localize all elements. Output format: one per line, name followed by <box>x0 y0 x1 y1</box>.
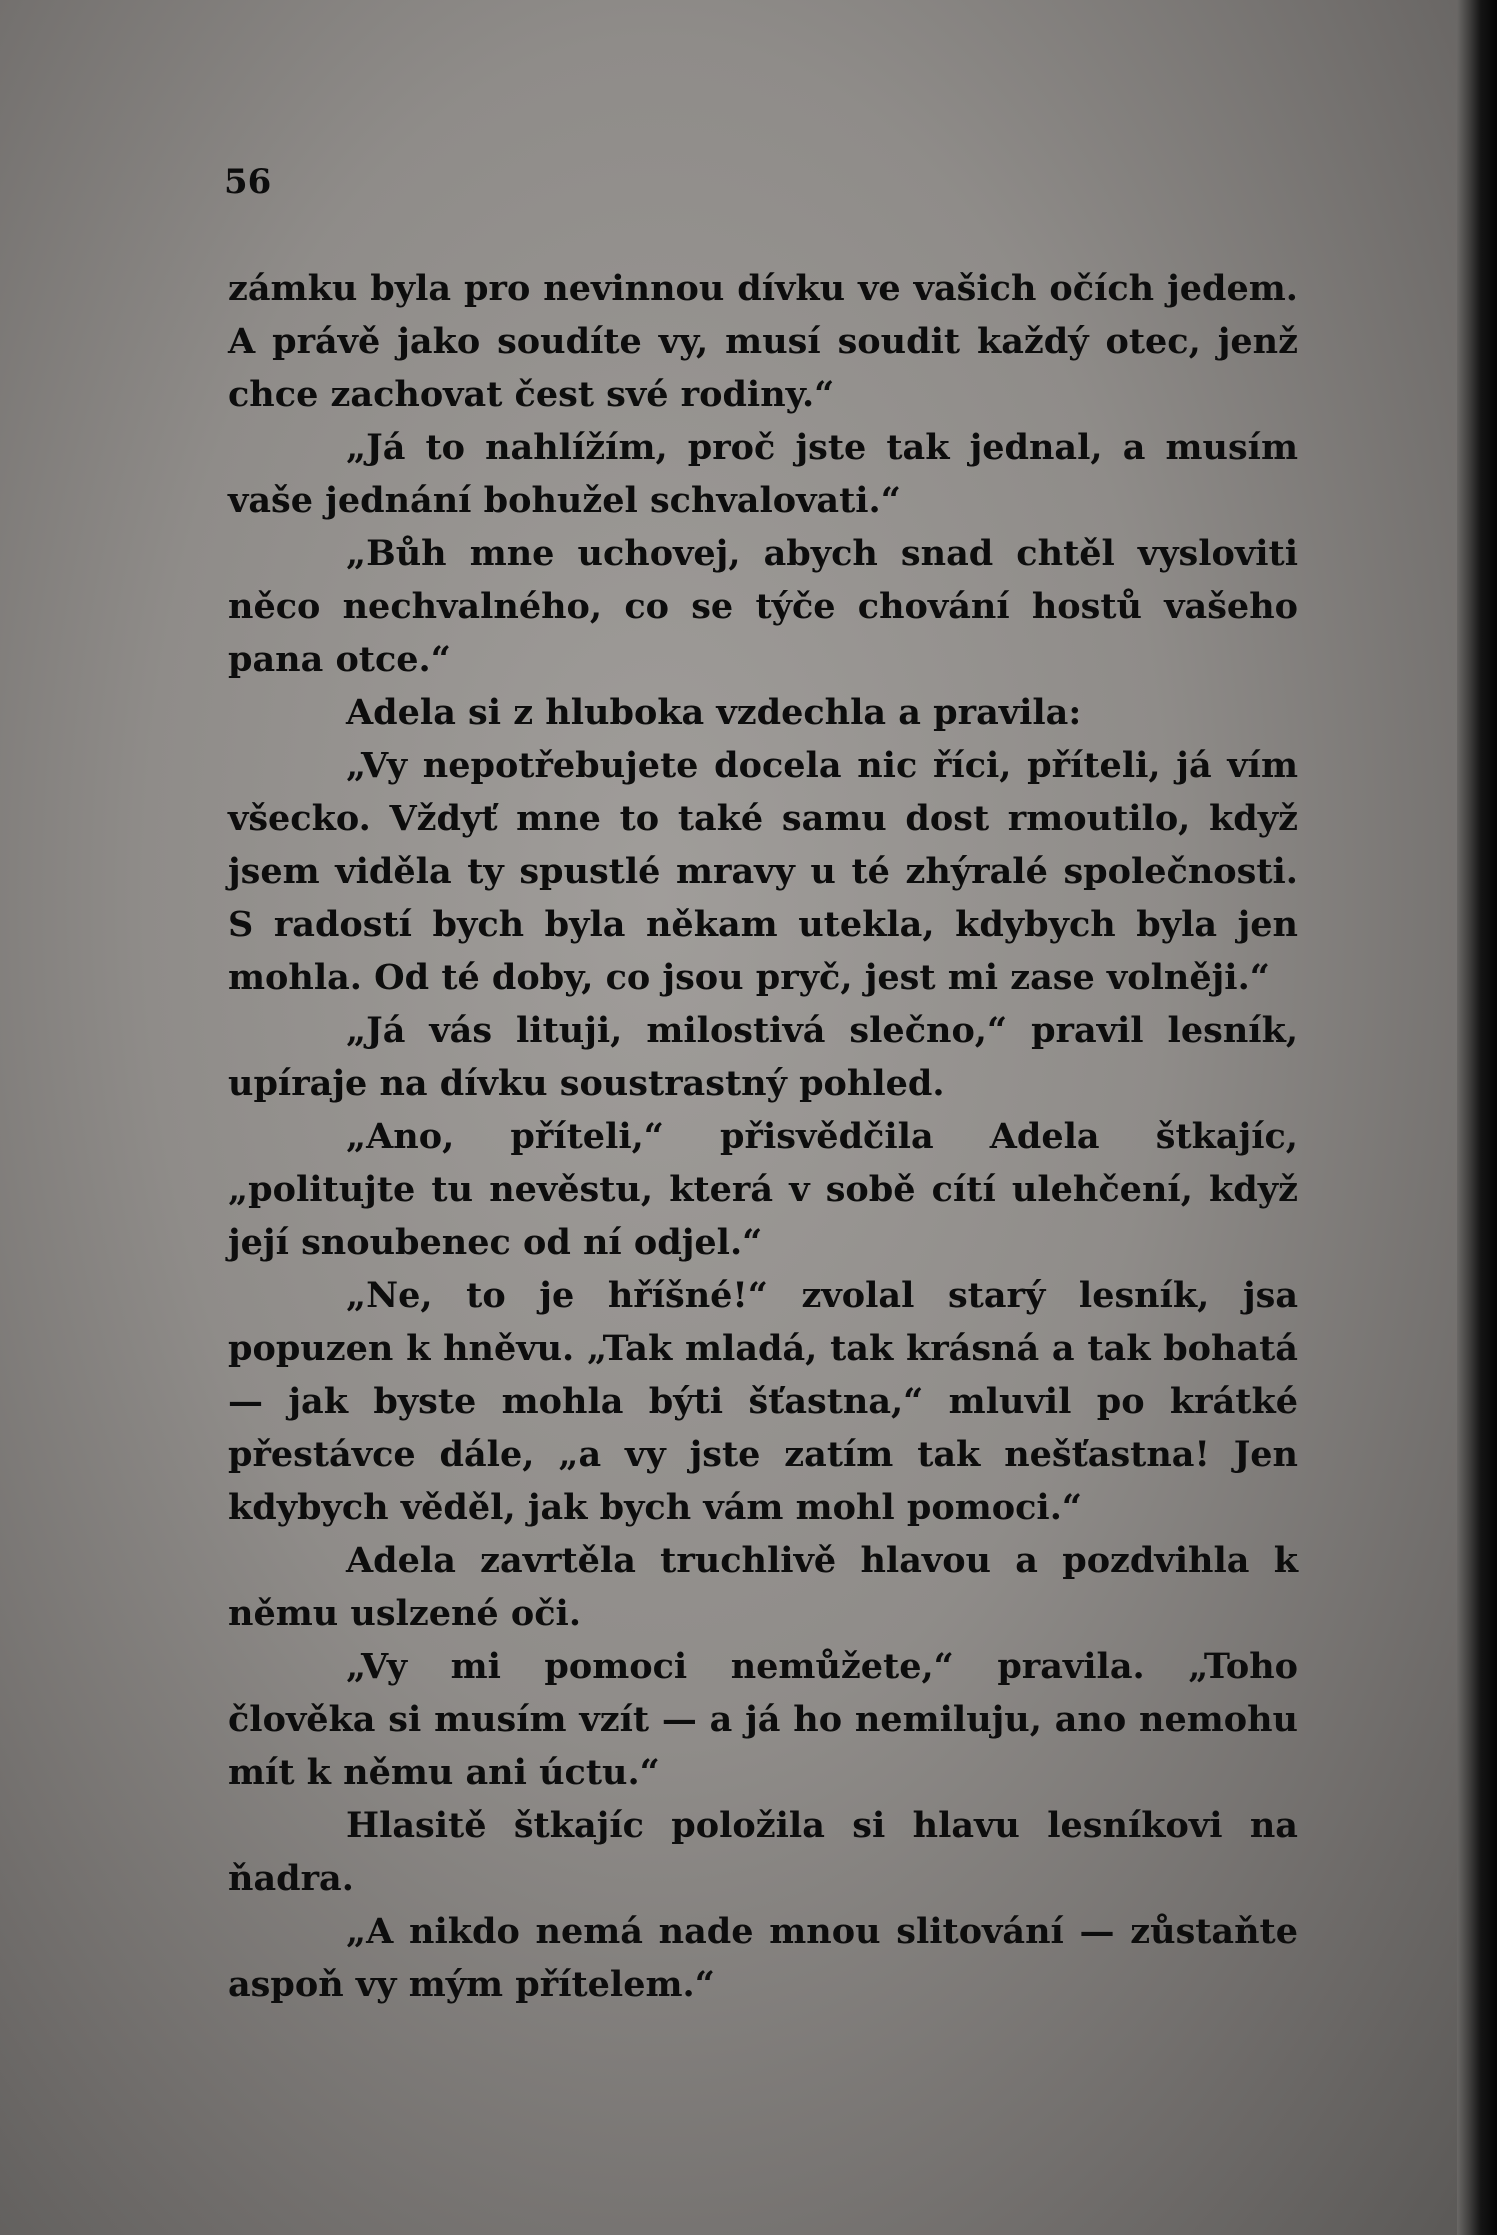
paragraph: Adela zavrtěla truchlivě hlavou a pozdvihla k němu uslzené oči. <box>228 1540 1298 1634</box>
paragraph: „Ano, příteli,“ přisvědčila Adela štkajíc, „politujte tu nevěstu, která v sobě cítí ulehčení, když její snoubenec od ní odjel.“ <box>228 1116 1298 1263</box>
paragraph: zámku byla pro nevinnou dívku ve vašich očích jedem. A právě jako soudíte vy, musí soudit každý otec, jenž chce zachovat čest své rodiny.“ <box>228 268 1298 415</box>
body-text <box>228 262 1298 2011</box>
paragraph: Hlasitě štkajíc položila si hlavu lesníkovi na ňadra. <box>228 1805 1298 1899</box>
paragraph: „A nikdo nemá nade mnou slitování — zůstaňte aspoň vy mým přítelem.“ <box>228 1911 1298 2005</box>
paragraph: „Já vás lituji, milostivá slečno,“ pravil lesník, upíraje na dívku soustrastný pohled. <box>228 1010 1298 1104</box>
paragraph: „Vy nepotřebujete docela nic říci, příteli, já vím všecko. Vždyť mne to také samu dost rmoutilo, když jsem viděla ty spustlé mravy u té zhýralé společnosti. S radostí bych byla někam utekla, kdybych byla jen mohla. Od té doby, co jsou pryč, jest mi zase volněji.“ <box>228 745 1298 998</box>
paragraph: „Vy mi pomoci nemůžete,“ pravila. „Toho člověka si musím vzít — a já ho nemiluju, ano nemohu mít k němu ani úctu.“ <box>228 1646 1298 1793</box>
paragraph: „Bůh mne uchovej, abych snad chtěl vysloviti něco nechvalného, co se týče chování hostů vašeho pana otce.“ <box>228 533 1298 680</box>
page-number: 56 <box>224 162 272 202</box>
paragraph: „Ne, to je hříšné!“ zvolal starý lesník, jsa popuzen k hněvu. „Tak mladá, tak krásná a tak bohatá — jak byste mohla býti šťastna,“ mluvil po krátké přestávce dále, „a vy jste zatím tak nešťastna! Jen kdybych věděl, jak bych vám mohl pomoci.“ <box>228 1275 1298 1528</box>
page-edge-shadow <box>1457 0 1497 2235</box>
paragraph: Adela si z hluboka vzdechla a pravila: <box>346 692 1082 733</box>
paragraph: „Já to nahlížím, proč jste tak jednal, a musím vaše jednání bohužel schvalovati.“ <box>228 427 1298 521</box>
